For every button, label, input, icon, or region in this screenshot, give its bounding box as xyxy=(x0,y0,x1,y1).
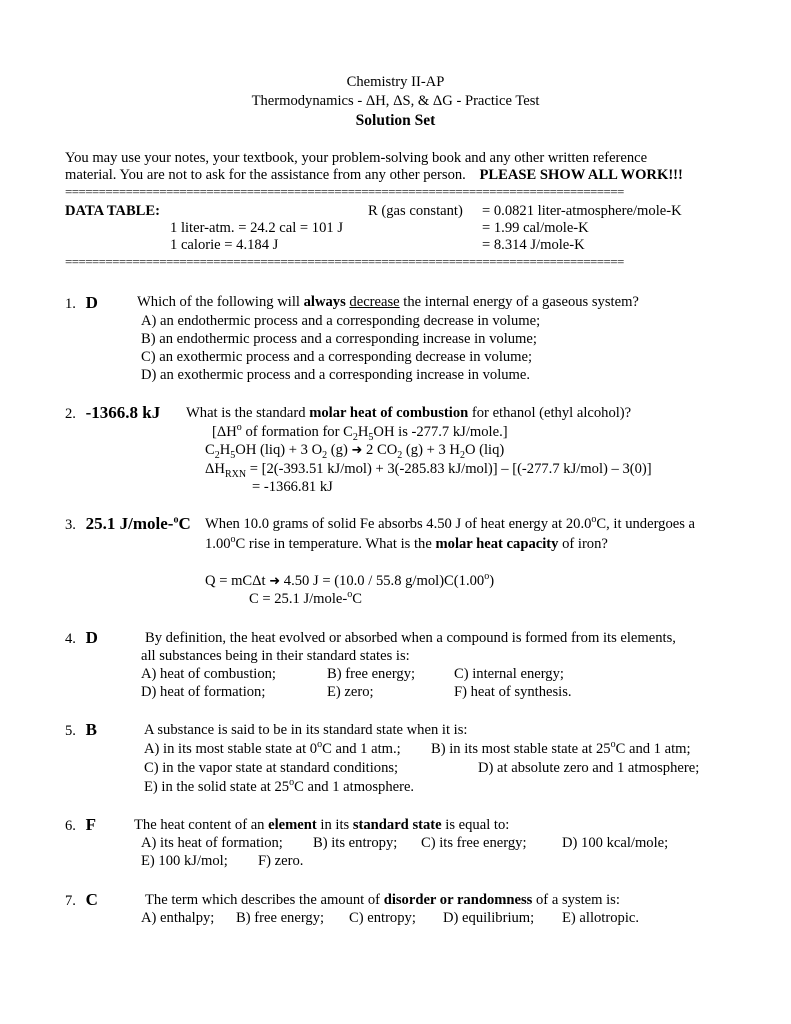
sup: o xyxy=(236,422,242,434)
t: of formation for C xyxy=(241,424,353,440)
t: 2 CO xyxy=(362,442,398,458)
sub: 2 xyxy=(214,449,220,461)
question-3 xyxy=(65,514,191,535)
t: E) in the solid state at 25 xyxy=(144,779,290,795)
prompt-bold: element xyxy=(268,817,317,833)
t: C rise in temperature. What is the xyxy=(235,536,436,552)
sup: o xyxy=(173,514,179,526)
question-7-prompt xyxy=(145,892,620,910)
sub: 5 xyxy=(230,449,236,461)
t: C xyxy=(205,442,215,458)
t: H xyxy=(357,424,369,440)
sub: 2 xyxy=(397,449,403,461)
prompt-underline: decrease xyxy=(349,294,400,310)
option-b: B) an endothermic process and a corresponding increase in volume; xyxy=(141,331,537,347)
prompt-text: The term which describes the amount of xyxy=(145,892,384,908)
option-b: B) free energy; xyxy=(236,910,325,926)
t: = [2(-393.51 kJ/mol) + 3(-285.83 kJ/mol)] – [(-277.7 kJ/mol) – 3(0)] xyxy=(246,461,652,477)
t: A) in its most stable state at 0 xyxy=(144,741,318,757)
sub: 2 xyxy=(322,449,328,461)
sup: o xyxy=(317,739,323,751)
question-number: 1. xyxy=(65,296,76,312)
work-line-2 xyxy=(205,442,504,460)
option-c: C) internal energy; xyxy=(454,666,564,682)
option-f: F) zero. xyxy=(258,853,304,869)
answer: -1366.8 kJ xyxy=(85,403,161,422)
gas-constant-value-1: = 0.0821 liter-atmosphere/mole-K xyxy=(482,203,682,219)
sub: 2 xyxy=(459,449,465,461)
answer: C xyxy=(85,890,98,909)
prompt-bold: disorder or randomness xyxy=(383,892,533,908)
question-3-prompt xyxy=(205,516,695,534)
option-e xyxy=(144,779,414,797)
sup: o xyxy=(230,534,236,546)
question-3-prompt-2 xyxy=(205,536,608,554)
prompt-text: What is the standard xyxy=(186,405,310,421)
t: (g) + 3 H xyxy=(402,442,460,458)
option-e: E) allotropic. xyxy=(562,910,639,926)
implies-arrow-icon: ➜ xyxy=(269,574,281,589)
question-5 xyxy=(65,720,97,741)
t: O (liq) xyxy=(464,442,505,458)
answer xyxy=(86,514,191,533)
gas-constant-value-2: = 1.99 cal/mole-K xyxy=(482,220,589,236)
question-number: 7. xyxy=(65,893,76,909)
divider-top: =================================================================================== xyxy=(65,185,624,199)
question-7 xyxy=(65,890,98,911)
t: ΔH xyxy=(205,461,225,477)
t: of iron? xyxy=(558,536,608,552)
gas-constant-label: R (gas constant) xyxy=(368,203,463,219)
question-5-prompt: A substance is said to be in its standard state when it is: xyxy=(144,722,468,738)
option-a xyxy=(144,741,401,759)
question-6 xyxy=(65,815,96,836)
option-c: C) an exothermic process and a corresponding decrease in volume; xyxy=(141,349,533,365)
t: C xyxy=(178,514,191,533)
prompt-text: The heat content of an xyxy=(134,817,269,833)
t: C and 1 atm.; xyxy=(322,741,401,757)
question-2-prompt xyxy=(186,405,631,423)
question-1 xyxy=(65,293,98,314)
gas-constant-value-3: = 8.314 J/mole-K xyxy=(482,237,585,253)
t: C and 1 atm; xyxy=(615,741,691,757)
option-a: A) an endothermic process and a corresponding decrease in volume; xyxy=(141,313,541,329)
answer: D xyxy=(85,293,98,312)
t: [ΔH xyxy=(212,424,237,440)
t: OH is -277.7 kJ/mole.] xyxy=(373,424,508,440)
work-line-4: = -1366.81 kJ xyxy=(252,479,333,495)
instructions-text: material. You are not to ask for the assistance from any other person. xyxy=(65,167,466,183)
option-a: A) heat of combustion; xyxy=(141,666,276,682)
data-table-label: DATA TABLE: xyxy=(65,203,161,219)
divider-bottom: =================================================================================== xyxy=(65,255,624,269)
option-d: D) equilibrium; xyxy=(443,910,535,926)
option-e: E) 100 kJ/mol; xyxy=(141,853,228,869)
prompt-text: in its xyxy=(316,817,353,833)
t: C = 25.1 J/mole- xyxy=(249,591,348,607)
question-number: 3. xyxy=(65,517,76,533)
answer: B xyxy=(85,720,97,739)
prompt-text: Which of the following will xyxy=(137,294,304,310)
question-6-prompt xyxy=(134,817,509,835)
prompt-bold: standard state xyxy=(352,817,442,833)
prompt-text: of a system is: xyxy=(532,892,620,908)
sub: 2 xyxy=(352,431,358,443)
t: B) in its most stable state at 25 xyxy=(431,741,611,757)
t: C and 1 atmosphere. xyxy=(294,779,415,795)
option-d: D) an exothermic process and a corresponding increase in volume. xyxy=(141,367,531,383)
prompt-text: the internal energy of a gaseous system? xyxy=(399,294,639,310)
t: 4.50 J = (10.0 / 55.8 g/mol)C(1.00 xyxy=(280,573,485,589)
conversion-calorie: 1 calorie = 4.184 J xyxy=(170,237,279,253)
option-c: C) in the vapor state at standard conditions; xyxy=(144,760,399,776)
option-c: C) entropy; xyxy=(349,910,416,926)
prompt-bold: molar heat of combustion xyxy=(309,405,469,421)
answer: F xyxy=(85,815,96,834)
t: (g) xyxy=(327,442,348,458)
question-4-prompt: By definition, the heat evolved or absorbed when a compound is formed from its elements, xyxy=(145,630,676,646)
option-a: A) enthalpy; xyxy=(141,910,215,926)
t: C xyxy=(352,591,362,607)
sub: 5 xyxy=(368,431,374,443)
question-number: 2. xyxy=(65,406,76,422)
option-b: B) free energy; xyxy=(327,666,416,682)
sup: o xyxy=(347,589,353,601)
question-number: 4. xyxy=(65,631,76,647)
instructions-line-2 xyxy=(65,167,683,185)
option-d: D) at absolute zero and 1 atmosphere; xyxy=(478,760,700,776)
option-b xyxy=(431,741,691,759)
t: Q = mCΔt xyxy=(205,573,266,589)
question-number: 6. xyxy=(65,818,76,834)
reaction-arrow-icon: ➜ xyxy=(351,443,363,458)
t: When 10.0 grams of solid Fe absorbs 4.50 J of heat energy at 20.0 xyxy=(205,516,592,532)
option-c: C) its free energy; xyxy=(421,835,527,851)
question-4-prompt-2: all substances being in their standard states is: xyxy=(141,648,410,664)
prompt-text: is equal to: xyxy=(441,817,510,833)
course-title: Chemistry II-AP xyxy=(346,74,445,90)
sup: o xyxy=(289,777,295,789)
conversion-liter-atm: 1 liter-atm. = 24.2 cal = 101 J xyxy=(170,220,344,236)
prompt-bold: always xyxy=(303,294,346,310)
option-b: B) its entropy; xyxy=(313,835,398,851)
option-a: A) its heat of formation; xyxy=(141,835,283,851)
option-e: E) zero; xyxy=(327,684,374,700)
question-number: 5. xyxy=(65,723,76,739)
work-line-3 xyxy=(205,461,652,479)
t: ) xyxy=(489,573,495,589)
t: C, it undergoes a xyxy=(596,516,696,532)
t: 1.00 xyxy=(205,536,231,552)
instructions-line-1: You may use your notes, your textbook, your problem-solving book and any other written reference xyxy=(65,150,648,166)
question-2 xyxy=(65,403,160,424)
work-line-2 xyxy=(249,591,362,609)
sup: o xyxy=(591,514,597,526)
work-line-1 xyxy=(212,424,508,442)
sup: o xyxy=(610,739,616,751)
option-f: F) heat of synthesis. xyxy=(454,684,572,700)
solution-set-title: Solution Set xyxy=(355,112,436,129)
t: OH (liq) + 3 O xyxy=(235,442,323,458)
option-d: D) heat of formation; xyxy=(141,684,266,700)
question-1-prompt xyxy=(137,294,639,312)
sub: RXN xyxy=(224,468,247,480)
instructions-emphasis: PLEASE SHOW ALL WORK!!! xyxy=(479,167,683,183)
prompt-bold: molar heat capacity xyxy=(435,536,559,552)
t: 25.1 J/mole- xyxy=(85,514,174,533)
work-line-1 xyxy=(205,573,494,591)
question-4 xyxy=(65,628,98,649)
t: H xyxy=(219,442,231,458)
option-d: D) 100 kcal/mole; xyxy=(562,835,669,851)
answer: D xyxy=(85,628,98,647)
prompt-text: for ethanol (ethyl alcohol)? xyxy=(468,405,632,421)
sup: o xyxy=(484,571,490,583)
test-topic: Thermodynamics - ΔH, ΔS, & ΔG - Practice Test xyxy=(251,93,540,109)
